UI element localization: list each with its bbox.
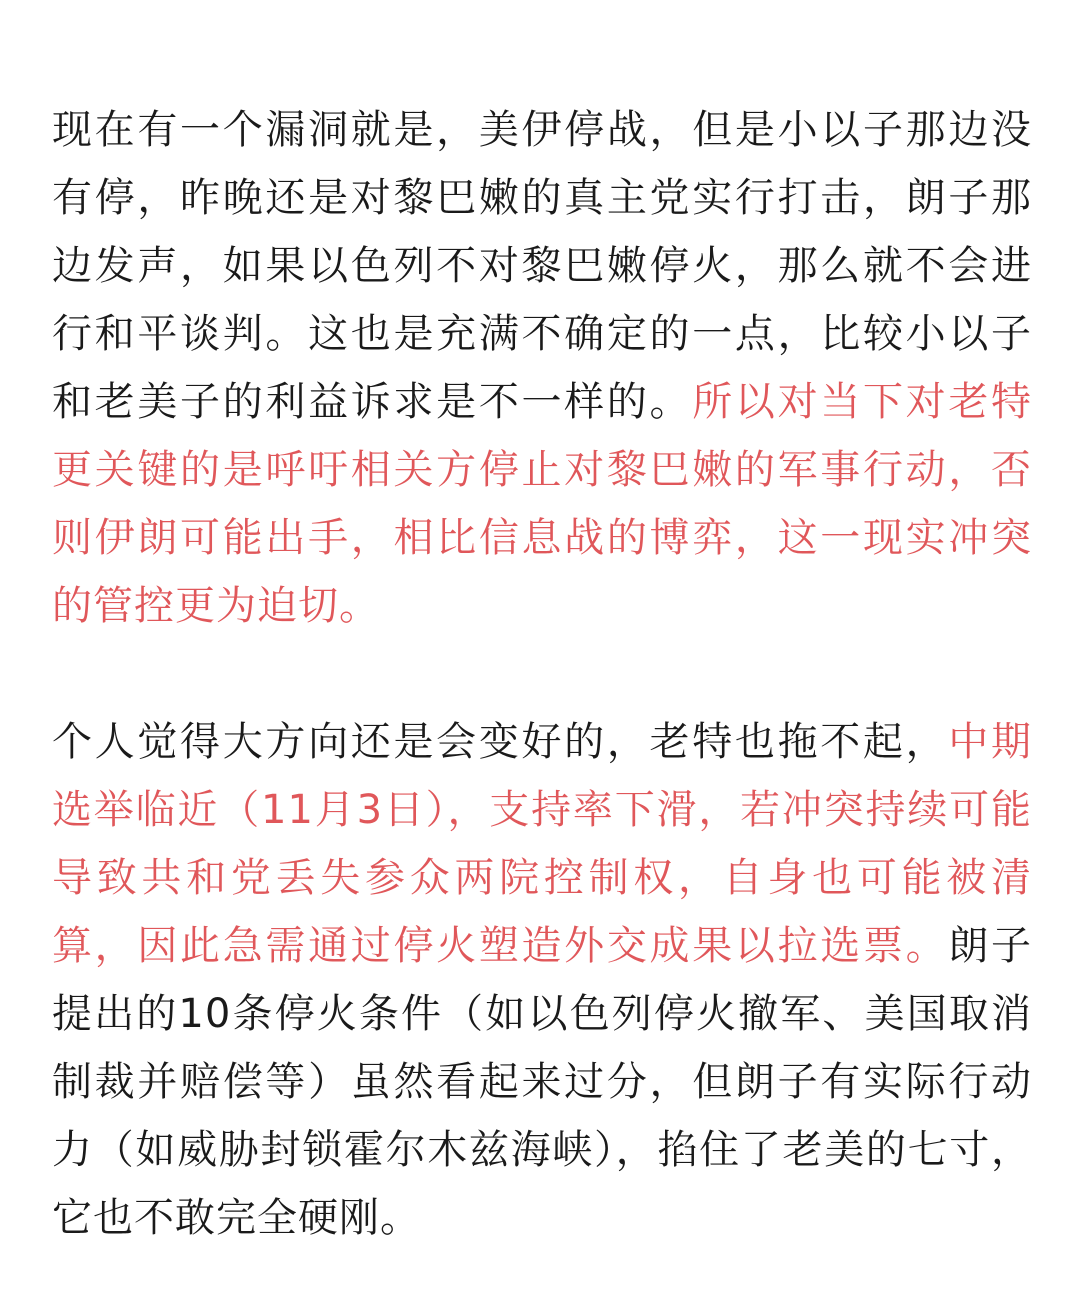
paragraph-2-text: 个人觉得大方向还是会变好的，老特也拖不起， (52, 719, 949, 765)
paragraph-1-text: 现在有一个漏洞就是，美伊停战，但是小以子那边没有停，昨晚还是对黎巴嫩的真主党实行打击，朗子那边发声，如果以色列不对黎巴嫩停火，那么就不会进行和平谈判。这也是充满不确定的一点，比较小以子和老美子的利益诉求是不一样的。 (52, 107, 1032, 425)
paragraph-2-highlight: 中期选举临近（11月3日），支持率下滑，若冲突持续可能导致共和党丢失参众两院控制权，自身也可能被清算，因此急需通过停火塑造外交成果以拉选票。 (52, 719, 1033, 969)
article-body (52, 96, 1032, 1252)
paragraph-1-highlight: 所以对当下对老特更关键的是呼吁相关方停止对黎巴嫩的军事行动，否则伊朗可能出手，相比信息战的博弈，这一现实冲突的管控更为迫切。 (52, 379, 1033, 629)
paragraph-2-tail: 朗子提出的10条停火条件（如以色列停火撤军、美国取消制裁并赔偿等）虽然看起来过分，但朗子有实际行动力（如威胁封锁霍尔木兹海峡），掐住了老美的七寸，它也不敢完全硬刚。 (52, 923, 1033, 1241)
paragraph-1 (52, 96, 1032, 640)
paragraph-2 (52, 708, 1032, 1252)
